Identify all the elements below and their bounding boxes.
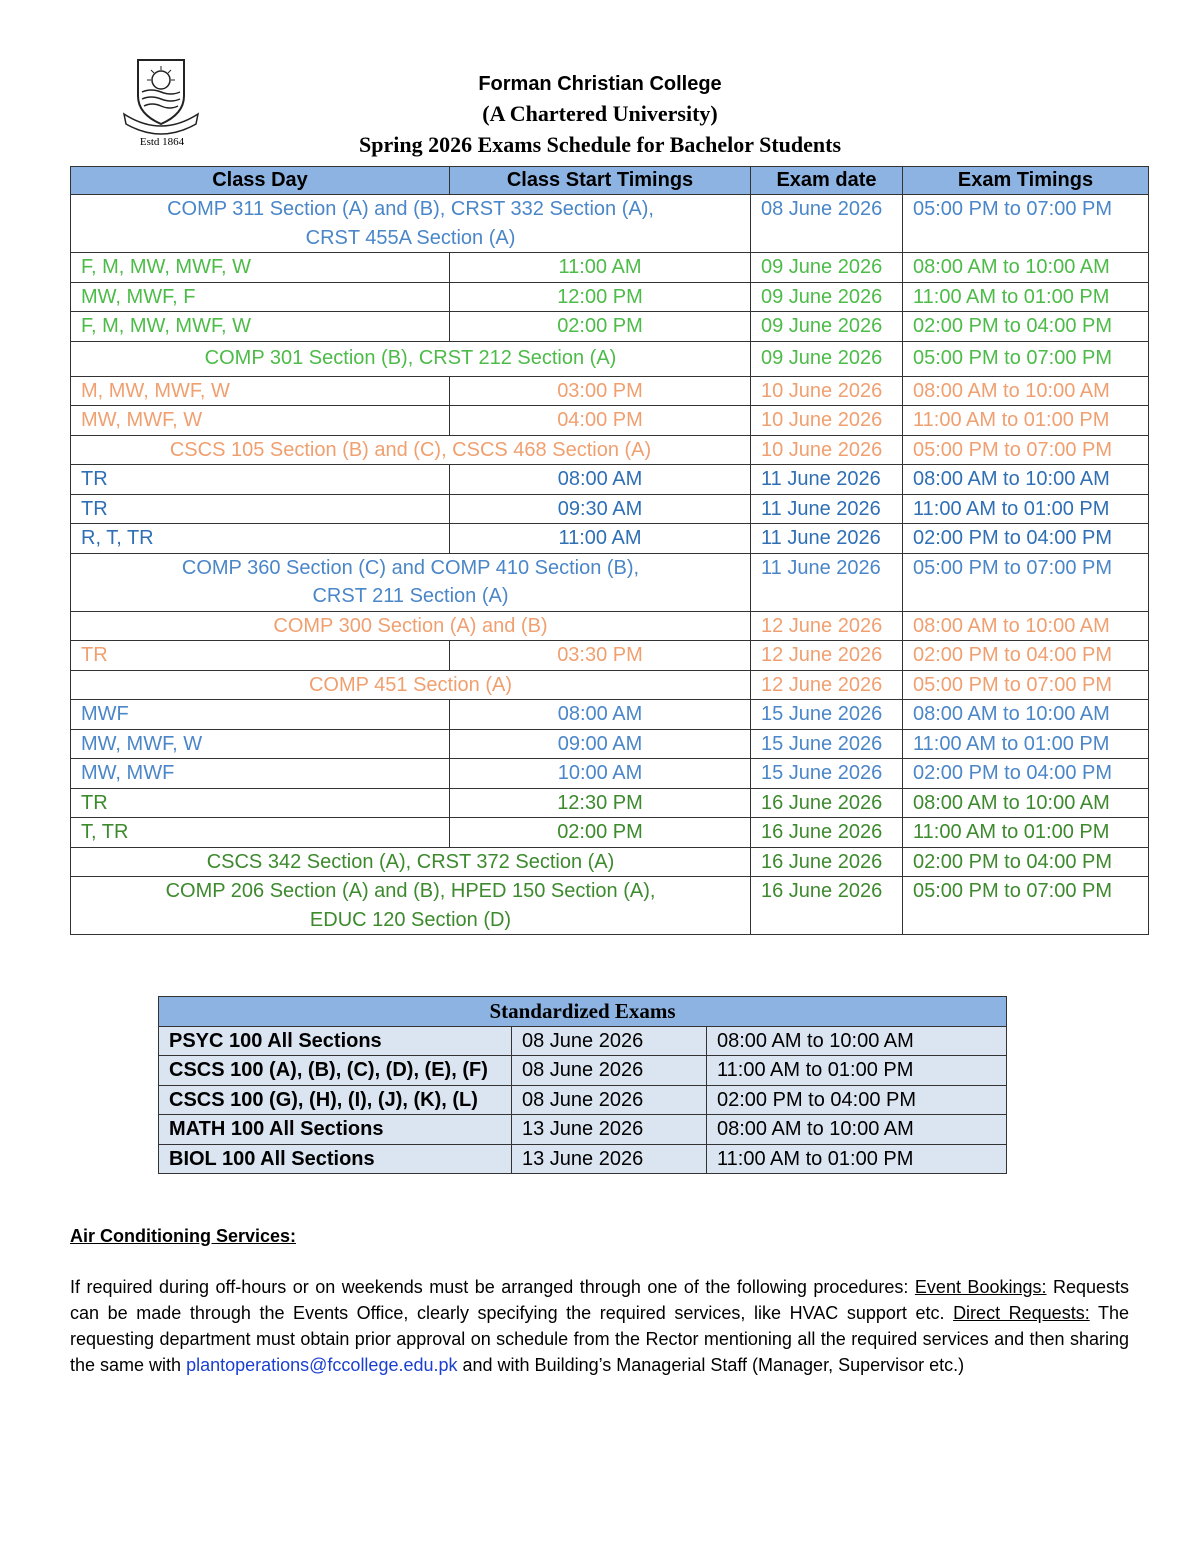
- table-row: [71, 494, 1149, 524]
- table-row: [71, 253, 1149, 283]
- course-cell: CSCS 100 (A), (B), (C), (D), (E), (F): [159, 1056, 512, 1086]
- class-day-cell: TR: [71, 494, 450, 524]
- charter-subtitle: (A Chartered University): [482, 101, 718, 126]
- exam-date-cell: 13 June 2026: [512, 1144, 707, 1174]
- exam-timing-cell: 08:00 AM to 10:00 AM: [903, 611, 1149, 641]
- class-day-cell: TR: [71, 641, 450, 671]
- exam-date-cell: 10 June 2026: [751, 406, 903, 436]
- class-start-cell: 03:30 PM: [450, 641, 751, 671]
- exam-timing-cell: 11:00 AM to 01:00 PM: [707, 1056, 1007, 1086]
- course-cell: COMP 451 Section (A): [71, 670, 751, 700]
- email-link[interactable]: plantoperations@fccollege.edu.pk: [186, 1355, 458, 1375]
- exam-date-cell: 11 June 2026: [751, 494, 903, 524]
- table-row: [71, 759, 1149, 789]
- class-start-cell: 11:00 AM: [450, 524, 751, 554]
- table-row: [159, 1056, 1007, 1086]
- table-row: [71, 553, 1149, 611]
- col-header-class-day: Class Day: [71, 167, 450, 195]
- course-cell: COMP 206 Section (A) and (B), HPED 150 Section (A), EDUC 120 Section (D): [71, 877, 751, 935]
- class-start-cell: 09:30 AM: [450, 494, 751, 524]
- table-row: [159, 1144, 1007, 1174]
- class-start-cell: 02:00 PM: [450, 818, 751, 848]
- exam-timing-cell: 11:00 AM to 01:00 PM: [903, 494, 1149, 524]
- table-row: [71, 195, 1149, 253]
- exam-timing-cell: 02:00 PM to 04:00 PM: [707, 1085, 1007, 1115]
- col-header-class-start: Class Start Timings: [450, 167, 751, 195]
- table-row: [71, 376, 1149, 406]
- class-start-cell: 04:00 PM: [450, 406, 751, 436]
- table-row: [71, 729, 1149, 759]
- class-start-cell: 10:00 AM: [450, 759, 751, 789]
- exam-date-cell: 11 June 2026: [751, 465, 903, 495]
- exam-date-cell: 08 June 2026: [751, 195, 903, 253]
- exam-timing-cell: 02:00 PM to 04:00 PM: [903, 759, 1149, 789]
- exam-timing-cell: 05:00 PM to 07:00 PM: [903, 341, 1149, 376]
- course-cell: CSCS 105 Section (B) and (C), CSCS 468 Section (A): [71, 435, 751, 465]
- exam-timing-cell: 08:00 AM to 10:00 AM: [903, 465, 1149, 495]
- table-row: [71, 641, 1149, 671]
- class-day-cell: M, MW, MWF, W: [71, 376, 450, 406]
- exam-timing-cell: 11:00 AM to 01:00 PM: [903, 818, 1149, 848]
- exam-timing-cell: 08:00 AM to 10:00 AM: [707, 1026, 1007, 1056]
- class-day-cell: F, M, MW, MWF, W: [71, 253, 450, 283]
- exam-timing-cell: 02:00 PM to 04:00 PM: [903, 312, 1149, 342]
- table-row: [71, 700, 1149, 730]
- table-row: [71, 465, 1149, 495]
- exam-timing-cell: 05:00 PM to 07:00 PM: [903, 435, 1149, 465]
- class-start-cell: 03:00 PM: [450, 376, 751, 406]
- exam-timing-cell: 05:00 PM to 07:00 PM: [903, 670, 1149, 700]
- class-day-cell: TR: [71, 465, 450, 495]
- event-bookings-label: Event Bookings:: [914, 1277, 1047, 1297]
- exam-date-cell: 11 June 2026: [751, 524, 903, 554]
- class-start-cell: 08:00 AM: [450, 465, 751, 495]
- class-start-cell: 12:00 PM: [450, 282, 751, 312]
- class-day-cell: MW, MWF, W: [71, 729, 450, 759]
- course-cell: MATH 100 All Sections: [159, 1115, 512, 1145]
- class-day-cell: MWF: [71, 700, 450, 730]
- exam-timing-cell: 08:00 AM to 10:00 AM: [903, 700, 1149, 730]
- table-row: [159, 1026, 1007, 1056]
- table-row: [71, 877, 1149, 935]
- class-start-cell: 12:30 PM: [450, 788, 751, 818]
- exam-timing-cell: 11:00 AM to 01:00 PM: [903, 282, 1149, 312]
- exam-schedule-table: [70, 166, 1149, 935]
- exam-date-cell: 08 June 2026: [512, 1085, 707, 1115]
- exam-timing-cell: 08:00 AM to 10:00 AM: [903, 788, 1149, 818]
- exam-date-cell: 09 June 2026: [751, 341, 903, 376]
- table-row: [71, 524, 1149, 554]
- exam-timing-cell: 02:00 PM to 04:00 PM: [903, 847, 1149, 877]
- course-cell: COMP 300 Section (A) and (B): [71, 611, 751, 641]
- course-cell: COMP 360 Section (C) and COMP 410 Section (B), CRST 211 Section (A): [71, 553, 751, 611]
- exam-date-cell: 15 June 2026: [751, 759, 903, 789]
- exam-date-cell: 11 June 2026: [751, 553, 903, 611]
- exam-timing-cell: 02:00 PM to 04:00 PM: [903, 641, 1149, 671]
- course-cell: BIOL 100 All Sections: [159, 1144, 512, 1174]
- table-row: [159, 1115, 1007, 1145]
- exam-date-cell: 16 June 2026: [751, 788, 903, 818]
- table-row: [71, 818, 1149, 848]
- table-row: [71, 611, 1149, 641]
- class-day-cell: MW, MWF, F: [71, 282, 450, 312]
- exam-date-cell: 13 June 2026: [512, 1115, 707, 1145]
- exam-date-cell: 10 June 2026: [751, 376, 903, 406]
- exam-date-cell: 12 June 2026: [751, 611, 903, 641]
- class-start-cell: 09:00 AM: [450, 729, 751, 759]
- col-header-exam-timings: Exam Timings: [903, 167, 1149, 195]
- table-row: [71, 847, 1149, 877]
- direct-requests-label: Direct Requests:: [953, 1303, 1090, 1323]
- exam-timing-cell: 08:00 AM to 10:00 AM: [903, 376, 1149, 406]
- exam-date-cell: 12 June 2026: [751, 670, 903, 700]
- class-start-cell: 02:00 PM: [450, 312, 751, 342]
- table-row: [71, 670, 1149, 700]
- exam-timing-cell: 11:00 AM to 01:00 PM: [903, 729, 1149, 759]
- class-day-cell: T, TR: [71, 818, 450, 848]
- exam-date-cell: 16 June 2026: [751, 847, 903, 877]
- table-row: [71, 406, 1149, 436]
- exam-timing-cell: 11:00 AM to 01:00 PM: [903, 406, 1149, 436]
- course-cell: CSCS 342 Section (A), CRST 372 Section (A): [71, 847, 751, 877]
- exam-date-cell: 09 June 2026: [751, 282, 903, 312]
- table-row: [71, 312, 1149, 342]
- class-day-cell: F, M, MW, MWF, W: [71, 312, 450, 342]
- exam-date-cell: 10 June 2026: [751, 435, 903, 465]
- course-cell: COMP 311 Section (A) and (B), CRST 332 Section (A), CRST 455A Section (A): [71, 195, 751, 253]
- class-day-cell: R, T, TR: [71, 524, 450, 554]
- table-row: [71, 788, 1149, 818]
- class-day-cell: MW, MWF, W: [71, 406, 450, 436]
- exam-timing-cell: 08:00 AM to 10:00 AM: [707, 1115, 1007, 1145]
- direct-requests-text: The requesting department must obtain prior approval on schedule from the Rector mentioning all the required services and then sharing the same with: [70, 1303, 1129, 1375]
- standardized-exams-table: [158, 996, 1007, 1174]
- ac-services-heading: Air Conditioning Services:: [70, 1226, 297, 1246]
- college-name: Forman Christian College: [478, 73, 722, 95]
- table-row: [71, 282, 1149, 312]
- ac-intro-text: If required during off-hours or on weekends must be arranged through one of the following procedures:: [70, 1277, 915, 1297]
- exam-timing-cell: 05:00 PM to 07:00 PM: [903, 553, 1149, 611]
- exam-timing-cell: 05:00 PM to 07:00 PM: [903, 195, 1149, 253]
- table-row: [159, 1085, 1007, 1115]
- col-header-exam-date: Exam date: [751, 167, 903, 195]
- exam-date-cell: 16 June 2026: [751, 877, 903, 935]
- ac-services-paragraph: [70, 1274, 1129, 1378]
- ac-closing-text: and with Building’s Managerial Staff (Manager, Supervisor etc.): [457, 1355, 965, 1375]
- exam-date-cell: 16 June 2026: [751, 818, 903, 848]
- exam-date-cell: 15 June 2026: [751, 700, 903, 730]
- course-cell: COMP 301 Section (B), CRST 212 Section (A): [71, 341, 751, 376]
- exam-date-cell: 09 June 2026: [751, 312, 903, 342]
- table-row: [71, 341, 1149, 376]
- class-day-cell: TR: [71, 788, 450, 818]
- class-start-cell: 08:00 AM: [450, 700, 751, 730]
- exam-date-cell: 09 June 2026: [751, 253, 903, 283]
- course-cell: CSCS 100 (G), (H), (I), (J), (K), (L): [159, 1085, 512, 1115]
- class-day-cell: MW, MWF: [71, 759, 450, 789]
- exam-timing-cell: 11:00 AM to 01:00 PM: [707, 1144, 1007, 1174]
- page-title: Spring 2026 Exams Schedule for Bachelor Students: [358, 132, 842, 157]
- exam-date-cell: 15 June 2026: [751, 729, 903, 759]
- class-start-cell: 11:00 AM: [450, 253, 751, 283]
- table-header-row: [71, 167, 1149, 195]
- exam-timing-cell: 02:00 PM to 04:00 PM: [903, 524, 1149, 554]
- exam-date-cell: 08 June 2026: [512, 1026, 707, 1056]
- table-row: [71, 435, 1149, 465]
- course-cell: PSYC 100 All Sections: [159, 1026, 512, 1056]
- exam-date-cell: 08 June 2026: [512, 1056, 707, 1086]
- event-bookings-text: Requests can be made through the Events Office, clearly specifying the required services, like HVAC support etc.: [70, 1277, 1130, 1323]
- standardized-exams-title: Standardized Exams: [159, 997, 1007, 1027]
- exam-date-cell: 12 June 2026: [751, 641, 903, 671]
- exam-timing-cell: 08:00 AM to 10:00 AM: [903, 253, 1149, 283]
- established-year: Estd 1864: [139, 136, 185, 148]
- exam-timing-cell: 05:00 PM to 07:00 PM: [903, 877, 1149, 935]
